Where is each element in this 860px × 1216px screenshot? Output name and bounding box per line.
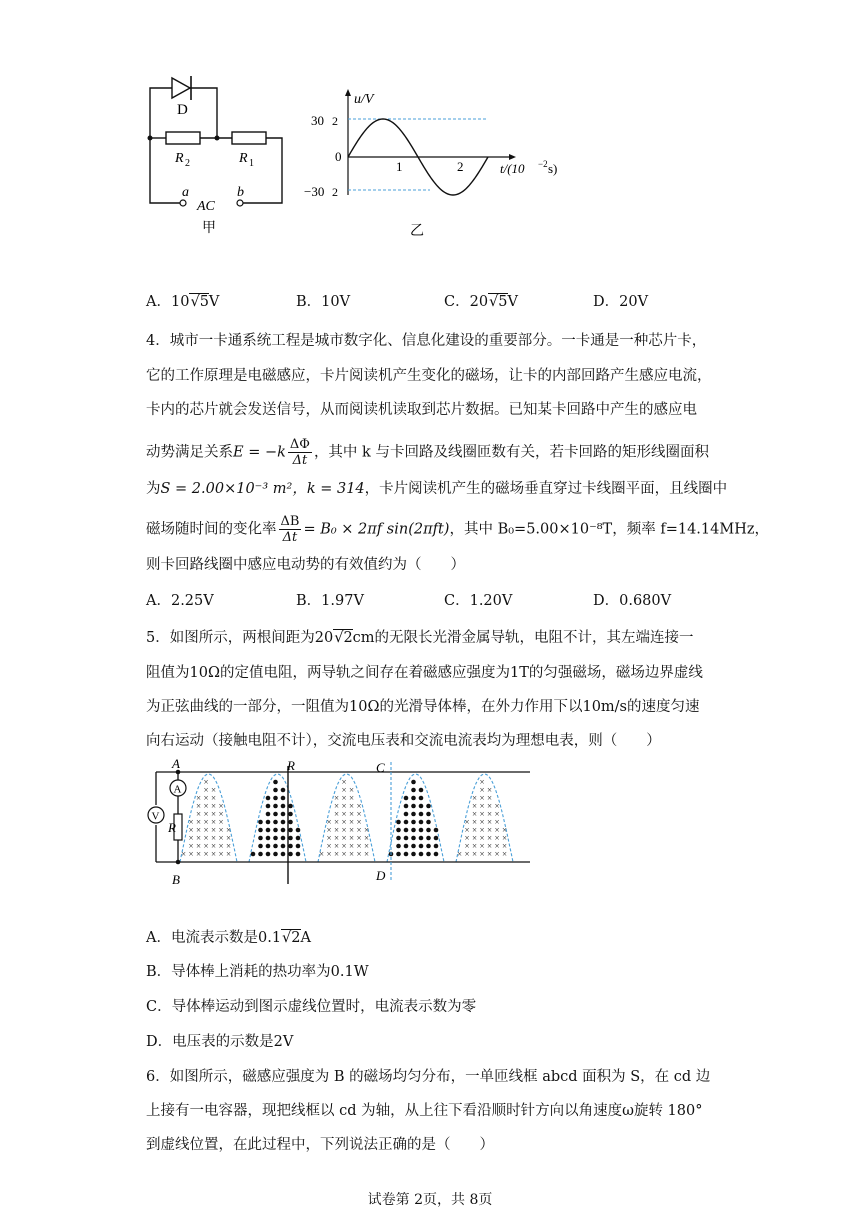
field-cross: ×: [356, 809, 362, 819]
field-cross: ×: [326, 849, 332, 859]
field-cross: ×: [349, 817, 355, 827]
field-dot: [411, 844, 416, 849]
field-dot: [273, 796, 278, 801]
field-cross: ×: [341, 825, 347, 835]
field-dot: [419, 812, 424, 817]
field-dot: [411, 852, 416, 857]
field-cross: ×: [211, 793, 217, 803]
field-dot: [411, 812, 416, 817]
field-dot: [296, 828, 301, 833]
field-dot: [258, 852, 263, 857]
field-cross: ×: [487, 817, 493, 827]
field-cross: ×: [494, 801, 500, 811]
field-dot: [411, 836, 416, 841]
figure-yi-sine-graph: [300, 85, 570, 245]
field-cross: ×: [479, 777, 485, 787]
field-dot: [411, 796, 416, 801]
field-cross: ×: [356, 841, 362, 851]
field-cross: ×: [494, 849, 500, 859]
field-dot: [288, 828, 293, 833]
field-cross: ×: [196, 793, 202, 803]
field-dot: [273, 836, 278, 841]
ammeter-icon: [170, 780, 186, 796]
field-dot: [419, 836, 424, 841]
field-cross: ×: [472, 849, 478, 859]
svg-text:2: 2: [185, 158, 190, 169]
field-cross: ×: [211, 785, 217, 795]
field-cross: ×: [218, 801, 224, 811]
field-cross: ×: [211, 801, 217, 811]
field-cross: ×: [349, 841, 355, 851]
field-dot: [411, 788, 416, 793]
field-cross: ×: [364, 825, 370, 835]
field-cross: ×: [356, 833, 362, 843]
field-cross: ×: [349, 849, 355, 859]
field-cross: ×: [487, 801, 493, 811]
field-cross: ×: [203, 817, 209, 827]
field-dot: [273, 852, 278, 857]
field-cross: ×: [203, 825, 209, 835]
field-cross: ×: [349, 785, 355, 795]
field-cross: ×: [349, 833, 355, 843]
field-cross: ×: [218, 841, 224, 851]
field-cross: ×: [341, 817, 347, 827]
field-dot: [273, 780, 278, 785]
field-dot: [404, 828, 409, 833]
field-dot: [258, 828, 263, 833]
field-cross: ×: [196, 809, 202, 819]
field-cross: ×: [479, 841, 485, 851]
field-dot: [266, 828, 271, 833]
field-cross: ×: [479, 817, 485, 827]
field-cross: ×: [487, 809, 493, 819]
field-cross: ×: [349, 825, 355, 835]
field-cross: ×: [349, 793, 355, 803]
q4-option-b: B．1.97V: [296, 593, 364, 609]
field-cross: ×: [218, 817, 224, 827]
field-cross: ×: [472, 833, 478, 843]
field-cross: ×: [211, 809, 217, 819]
svg-text:A: A: [172, 756, 180, 771]
field-dot: [273, 828, 278, 833]
q5-line-2: 阻值为10Ω的定值电阻，两导轨之间存在着磁感应强度为1T的匀强磁场，磁场边界虚线: [146, 665, 703, 681]
q5-line-3: 为正弦曲线的一部分，一阻值为10Ω的光滑导体棒，在外力作用下以10m/s的速度匀速: [146, 699, 700, 715]
field-dot: [266, 804, 271, 809]
diode-icon: [172, 76, 191, 100]
field-dot: [426, 804, 431, 809]
field-dot: [426, 844, 431, 849]
field-dot: [266, 796, 271, 801]
q4-line-1: 4．城市一卡通系统工程是城市数字化、信息化建设的重要部分。一卡通是一种芯片卡，: [146, 333, 707, 349]
field-dot: [404, 844, 409, 849]
field-cross: ×: [502, 849, 508, 859]
field-dot: [288, 804, 293, 809]
svg-text:V: V: [151, 810, 160, 823]
q6-line-2: 上接有一电容器，现把线框以 cd 为轴，从上往下看沿顺时针方向以角速度ω旋转 180°: [146, 1103, 703, 1119]
field-cross: ×: [211, 849, 217, 859]
field-dot: [396, 828, 401, 833]
svg-text:b: b: [237, 185, 244, 200]
field-cross: ×: [211, 825, 217, 835]
field-dot: [266, 812, 271, 817]
svg-text:R: R: [175, 151, 184, 166]
field-cross: ×: [487, 841, 493, 851]
field-dot: [434, 836, 439, 841]
field-cross: ×: [487, 825, 493, 835]
field-cross: ×: [326, 825, 332, 835]
field-dot: [426, 812, 431, 817]
field-cross: ×: [211, 817, 217, 827]
field-dot: [419, 788, 424, 793]
field-dot: [419, 828, 424, 833]
field-cross: ×: [334, 849, 340, 859]
q3-option-d: D．20V: [593, 294, 649, 310]
field-dot: [273, 804, 278, 809]
field-cross: ×: [196, 817, 202, 827]
field-cross: ×: [341, 793, 347, 803]
q4-option-c: C．1.20V: [444, 593, 513, 609]
field-cross: ×: [226, 841, 232, 851]
field-dot: [419, 852, 424, 857]
q3-option-c: C．20√ 5V: [444, 291, 518, 313]
field-cross: ×: [487, 833, 493, 843]
field-dot: [396, 852, 401, 857]
field-cross: ×: [196, 841, 202, 851]
svg-text:A: A: [173, 783, 182, 796]
field-cross: ×: [487, 785, 493, 795]
field-dot: [404, 820, 409, 825]
field-cross: ×: [472, 793, 478, 803]
field-cross: ×: [326, 817, 332, 827]
field-cross: ×: [356, 849, 362, 859]
page-footer: 试卷第 2页，共 8页: [367, 1192, 493, 1208]
svg-text:a: a: [182, 185, 189, 200]
field-cross: ×: [464, 825, 470, 835]
q3-option-b: B．10V: [296, 294, 351, 310]
field-cross: ×: [494, 809, 500, 819]
q4-line-7: 则卡回路线圈中感应电动势的有效值约为（ ）: [146, 557, 465, 573]
field-cross: ×: [341, 833, 347, 843]
svg-text:t/(10: t/(10: [500, 161, 525, 176]
field-cross: ×: [341, 849, 347, 859]
field-cross: ×: [196, 833, 202, 843]
field-dot: [281, 852, 286, 857]
svg-text:2: √ 2: [332, 114, 338, 128]
field-cross: ×: [196, 801, 202, 811]
field-cross: ×: [479, 825, 485, 835]
field-dot: [419, 804, 424, 809]
field-dot: [258, 836, 263, 841]
field-cross: ×: [479, 801, 485, 811]
field-dot: [411, 804, 416, 809]
field-dot: [296, 852, 301, 857]
field-dot: [281, 828, 286, 833]
field-cross: ×: [502, 833, 508, 843]
field-dot: [419, 820, 424, 825]
field-cross: ×: [226, 833, 232, 843]
field-cross: ×: [334, 833, 340, 843]
field-dot: [426, 836, 431, 841]
field-dot: [281, 796, 286, 801]
field-cross: ×: [181, 849, 187, 859]
field-dot: [281, 804, 286, 809]
field-cross: ×: [464, 849, 470, 859]
q6-line-1: 6．如图所示，磁感应强度为 B 的磁场均匀分布，一单匝线框 abcd 面积为 S，在 cd 边: [146, 1069, 711, 1085]
field-dot: [434, 844, 439, 849]
q5-option-b: B．导体棒上消耗的热功率为0.1W: [146, 964, 369, 980]
figure-jia-caption: 甲: [202, 221, 216, 236]
field-dot: [411, 780, 416, 785]
field-dot: [404, 836, 409, 841]
field-cross: ×: [226, 825, 232, 835]
field-cross: ×: [479, 849, 485, 859]
field-cross: ×: [479, 833, 485, 843]
field-cross: ×: [203, 849, 209, 859]
field-dot: [411, 828, 416, 833]
q4-option-d: D．0.680V: [593, 593, 672, 609]
field-dot: [273, 788, 278, 793]
field-cross: ×: [218, 849, 224, 859]
field-dot: [419, 796, 424, 801]
field-cross: ×: [472, 801, 478, 811]
field-cross: ×: [334, 817, 340, 827]
field-cross: ×: [334, 825, 340, 835]
svg-text:D: D: [376, 868, 386, 883]
field-cross: ×: [341, 809, 347, 819]
q5-option-c: C．导体棒运动到图示虚线位置时，电流表示数为零: [146, 999, 477, 1015]
field-boundary-4: [387, 774, 444, 862]
field-cross: ×: [464, 841, 470, 851]
svg-text:−2: −2: [538, 159, 548, 169]
field-dot: [288, 844, 293, 849]
field-cross: ×: [364, 849, 370, 859]
field-cross: ×: [203, 833, 209, 843]
field-cross: ×: [502, 825, 508, 835]
voltmeter-icon: [148, 807, 164, 823]
figure-yi-caption: 乙: [410, 224, 424, 239]
field-dot: [396, 820, 401, 825]
field-dot: [273, 820, 278, 825]
field-dot: [426, 828, 431, 833]
field-cross: ×: [203, 841, 209, 851]
field-cross: ×: [188, 849, 194, 859]
field-cross: ×: [494, 833, 500, 843]
field-dot: [426, 820, 431, 825]
field-cross: ×: [334, 801, 340, 811]
field-cross: ×: [479, 793, 485, 803]
diode-label: D: [177, 102, 188, 118]
field-cross: ×: [487, 849, 493, 859]
field-cross: ×: [487, 793, 493, 803]
field-cross: ×: [464, 833, 470, 843]
field-dot: [258, 844, 263, 849]
field-cross: ×: [472, 825, 478, 835]
q4-line-6: 磁场随时间的变化率 $\frac{\Delta B}{\Delta t}$ = B₀ × 2πf sin(2πft)，其中 B₀=5.00×10⁻⁸T，频率 f=14.14MHz，: [146, 514, 769, 545]
field-dot: [281, 844, 286, 849]
field-dot: [266, 844, 271, 849]
q4-line-5: 为S = 2.00×10⁻³ m²，k = 314，卡片阅读机产生的磁场垂直穿过卡线圈平面，且线圈中: [146, 481, 728, 497]
field-cross: ×: [211, 833, 217, 843]
q5-option-d: D．电压表的示数是2V: [146, 1034, 294, 1050]
field-cross: ×: [364, 841, 370, 851]
svg-text:B: B: [172, 872, 180, 887]
field-cross: ×: [479, 785, 485, 795]
field-cross: ×: [494, 841, 500, 851]
field-cross: ×: [472, 809, 478, 819]
field-cross: ×: [188, 833, 194, 843]
field-cross: ×: [341, 801, 347, 811]
field-dot: [288, 836, 293, 841]
field-dot: [251, 852, 256, 857]
field-cross: ×: [479, 809, 485, 819]
q4-line-2: 它的工作原理是电磁感应，卡片阅读机产生变化的磁场，让卡的内部回路产生感应电流，: [146, 368, 712, 384]
field-cross: ×: [203, 777, 209, 787]
svg-text:30: 30: [311, 113, 324, 128]
svg-text:1: 1: [396, 159, 403, 174]
field-dot: [419, 844, 424, 849]
field-dot: [281, 836, 286, 841]
field-cross: ×: [472, 817, 478, 827]
field-cross: ×: [326, 841, 332, 851]
field-dot: [434, 828, 439, 833]
field-dot: [266, 820, 271, 825]
q3-option-a: A．10√ 5V: [146, 291, 219, 313]
field-cross: ×: [319, 849, 325, 859]
field-dot: [273, 844, 278, 849]
field-dot: [273, 812, 278, 817]
field-cross: ×: [211, 841, 217, 851]
q5-option-a: A．电流表示数是0.1√ 2A: [146, 927, 311, 949]
field-dot: [266, 852, 271, 857]
field-cross: ×: [218, 825, 224, 835]
svg-text:2: √ 2: [332, 185, 338, 199]
q4-line-4: 动势满足关系E = −k $\frac{\Delta\Phi}{\Delta t}$ ，其中 k 与卡回路及线圈匝数有关，若卡回路的矩形线圈面积: [146, 437, 709, 468]
field-dot: [411, 820, 416, 825]
field-dot: [288, 812, 293, 817]
field-cross: ×: [364, 833, 370, 843]
figure-jia-circuit: [140, 70, 300, 240]
field-cross: ×: [457, 849, 463, 859]
field-dot: [288, 820, 293, 825]
field-dot: [296, 836, 301, 841]
field-dot: [434, 852, 439, 857]
field-dot: [288, 852, 293, 857]
field-cross: ×: [334, 841, 340, 851]
field-cross: ×: [349, 801, 355, 811]
svg-text:R: R: [239, 151, 248, 166]
field-cross: ×: [196, 849, 202, 859]
field-dot: [281, 788, 286, 793]
svg-text:AC: AC: [197, 199, 215, 214]
field-dot: [404, 796, 409, 801]
svg-text:0: 0: [335, 149, 342, 164]
field-cross: ×: [356, 817, 362, 827]
field-dot: [266, 836, 271, 841]
field-cross: ×: [218, 833, 224, 843]
field-dot: [281, 820, 286, 825]
field-cross: ×: [334, 793, 340, 803]
field-dot: [396, 836, 401, 841]
svg-text:R: R: [287, 758, 295, 773]
field-dot: [296, 844, 301, 849]
field-cross: ×: [349, 809, 355, 819]
field-dot: [404, 852, 409, 857]
field-cross: ×: [188, 817, 194, 827]
q5-rail-field-figure: [140, 752, 540, 887]
field-boundary-2: [249, 774, 306, 862]
field-cross: ×: [203, 801, 209, 811]
q4-option-a: A．2.25V: [146, 593, 214, 609]
q4-line-3: 卡内的芯片就会发送信号，从而阅读机读取到芯片数据。已知某卡回路中产生的感应电: [146, 402, 697, 418]
svg-text:s): s): [548, 161, 558, 176]
svg-text:u/V: u/V: [354, 92, 374, 107]
field-cross: ×: [494, 817, 500, 827]
field-dot: [258, 820, 263, 825]
field-cross: ×: [334, 809, 340, 819]
q5-line-4: 向右运动（接触电阻不计），交流电压表和交流电流表均为理想电表，则（ ）: [146, 733, 661, 749]
field-cross: ×: [203, 809, 209, 819]
field-cross: ×: [226, 849, 232, 859]
field-cross: ×: [326, 833, 332, 843]
field-cross: ×: [494, 825, 500, 835]
field-cross: ×: [188, 841, 194, 851]
field-cross: ×: [341, 785, 347, 795]
field-dot: [281, 812, 286, 817]
field-cross: ×: [472, 841, 478, 851]
field-cross: ×: [203, 785, 209, 795]
field-cross: ×: [356, 825, 362, 835]
svg-text:−30: −30: [304, 184, 325, 199]
field-cross: ×: [341, 777, 347, 787]
q5-line-1: 5．如图所示，两根间距为20√ 2cm的无限长光滑金属导轨，电阻不计，其左端连接一: [146, 627, 694, 649]
field-cross: ×: [218, 809, 224, 819]
field-cross: ×: [188, 825, 194, 835]
svg-text:1: 1: [249, 158, 254, 169]
field-cross: ×: [464, 817, 470, 827]
field-dot: [426, 852, 431, 857]
field-cross: ×: [196, 825, 202, 835]
svg-text:R: R: [168, 820, 176, 835]
field-cross: ×: [502, 841, 508, 851]
field-dot: [396, 844, 401, 849]
q6-line-3: 到虚线位置，在此过程中，下列说法正确的是（ ）: [146, 1137, 494, 1153]
svg-text:2: 2: [457, 159, 464, 174]
field-cross: ×: [203, 793, 209, 803]
field-cross: ×: [341, 841, 347, 851]
field-dot: [404, 804, 409, 809]
field-cross: ×: [356, 801, 362, 811]
field-dot: [404, 812, 409, 817]
svg-text:C: C: [376, 760, 385, 775]
